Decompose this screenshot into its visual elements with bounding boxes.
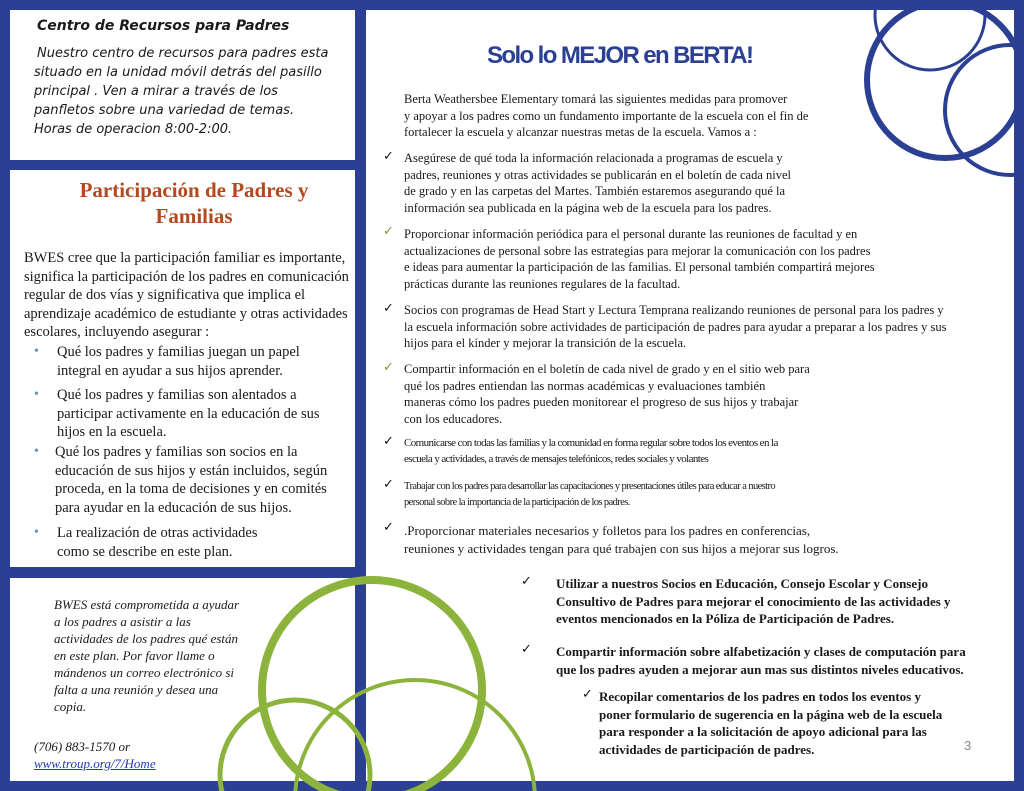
item-line: padres, reuniones y otras actividades se publicarán en el boletín de cada nivel [404, 167, 792, 182]
bullet-dot: • [34, 387, 39, 402]
hours-line: Horas de operacion 8:00-2:00. [34, 122, 233, 137]
page-headline: Solo lo MEJOR en BERTA! [487, 42, 753, 69]
resource-center-text [34, 44, 354, 139]
bullet-line: proceda, en la toma de decisiones y en comités [55, 481, 327, 497]
checkmark-icon: ✓ [521, 642, 532, 657]
item-line: Recopilar comentarios de los padres en todos los eventos y [599, 689, 921, 704]
item-line: Comunicarse con todas las familias y la comunidad en forma regular sobre todos los eventos en la [404, 437, 778, 449]
checkmark-icon: ✓ [383, 520, 394, 535]
bullet-line: hijos en la escuela. [57, 424, 167, 440]
item-line: Compartir información en el boletín de cada nivel de grado y en el sitio web para [404, 362, 810, 376]
commitment-item-5 [404, 435, 778, 467]
item-line: prácticas durante las reuniones regulares de la facultad. [404, 276, 681, 291]
bullet-dot: • [34, 344, 39, 359]
bullet-line: integral en ayudar a sus hijos aprender. [57, 362, 283, 379]
commitment-item-6 [404, 479, 775, 511]
involvement-title-line: Familias [155, 204, 233, 228]
intro-line: fortalecer la escuela y alcanzar nuestras metas de la escuela. Vamos a : [404, 125, 757, 139]
bullet-line: Qué los padres y familias juegan un papel [57, 344, 300, 360]
note-line: en este plan. Por favor llame o [54, 648, 215, 663]
involvement-title-line: Participación de Padres y [79, 178, 309, 202]
involvement-bullet-4 [34, 524, 258, 561]
item-line: qué los padres entiendan las normas académicas y evaluaciones también [404, 378, 766, 393]
commitment-item-10 [599, 688, 942, 758]
item-line: Socios con programas de Head Start y Lectura Temprana realizando reuniones de personal para los padres y [404, 303, 944, 317]
item-line: Trabajar con los padres para desarrollar las capacitaciones y presentaciones útiles para educar a nuestro [404, 481, 776, 492]
item-line: reuniones y actividades tengan para qué trabajen con sus hijos a mejorar sus logros. [404, 541, 839, 556]
resource-line: panfletos sobre una variedad de temas. [34, 103, 295, 118]
item-line: actualizaciones de personal sobre las estrategias para mejorar la comunicación con los padres [404, 243, 871, 258]
contact-note [54, 596, 254, 715]
item-line: información sea publicada en la página web de la escuela para los padres. [404, 200, 772, 215]
involvement-bullet-2 [34, 386, 320, 442]
checkmark-icon: ✓ [383, 477, 394, 492]
bullet-line: educación de sus hijos y están incluidos, según [55, 462, 328, 479]
commitment-item-3 [404, 302, 946, 352]
intro-line: BWES cree que la participación familiar es importante, [24, 250, 346, 266]
item-line: para responder a la solicitación de apoyo adicional para las [599, 724, 927, 739]
intro-line: Berta Weathersbee Elementary tomará las siguientes medidas para promover [404, 92, 788, 106]
note-line: BWES está comprometida a ayudar [54, 597, 240, 612]
note-line: falta a una reunión y desea una [54, 682, 219, 697]
resource-line: Nuestro centro de recursos para padres esta [37, 46, 329, 61]
checkmark-icon: ✓ [383, 149, 394, 164]
involvement-intro [24, 249, 364, 342]
note-line: a los padres a asistir a las [54, 614, 191, 629]
item-line: Compartir información sobre alfabetización y clases de computación para [556, 644, 966, 659]
item-line: de grado y en las carpetas del Martes. También estaremos asegurando qué la [404, 184, 786, 198]
checkmark-icon: ✓ [383, 434, 394, 449]
bullet-line: Qué los padres y familias son alentados a [57, 387, 297, 403]
website-link[interactable]: www.troup.org/7/Home [34, 756, 156, 771]
note-line: copia. [54, 699, 87, 714]
item-line: con los educadores. [404, 411, 503, 426]
item-line: e ideas para aumentar la participación de las familias. El personal también compartirá mejores [404, 260, 875, 274]
intro-line: y apoyar a los padres como un fundamento importante de la escuela con el fin de [404, 108, 809, 123]
checkmark-icon: ✓ [383, 360, 394, 375]
item-line: maneras cómo los padres pueden monitorear el progreso de sus hijos y trabajar [404, 395, 799, 409]
note-line: actividades de los padres qué están [54, 631, 239, 646]
checkmark-icon: ✓ [383, 301, 394, 316]
item-line: Proporcionar información periódica para el personal durante las reuniones de facultad y en [404, 227, 858, 241]
phone-number: (706) 883-1570 or [34, 739, 131, 754]
checkmark-icon: ✓ [521, 574, 532, 589]
checkmark-icon: ✓ [582, 687, 593, 702]
resource-center-title: Centro de Recursos para Padres [37, 18, 290, 34]
item-line: que los padres ayuden a mejorar aun mas sus distintos niveles educativos. [556, 661, 964, 677]
bullet-line: participar activamente en la educación de sus [57, 405, 320, 422]
checkmark-icon: ✓ [383, 224, 394, 239]
intro-line: regular de dos vías y significativa que implica el [24, 287, 306, 303]
intro-line: aprendizaje académico de estudiante y otras actividades [24, 305, 348, 322]
page-number: 3 [964, 738, 972, 753]
item-line: hijos para el kínder y mejorar la transición de la escuela. [404, 336, 687, 350]
involvement-title [10, 177, 378, 229]
bullet-line: como se describe en este plan. [57, 543, 233, 560]
item-line: Utilizar a nuestros Socios en Educación, Consejo Escolar y Consejo [556, 576, 928, 591]
item-line: personal sobre la importancia de la participación de los padres. [404, 497, 630, 508]
involvement-bullet-3 [34, 443, 328, 517]
bullet-dot: • [34, 525, 39, 540]
item-line: poner formulario de sugerencia en la página web de la escuela [599, 706, 943, 722]
bullet-line: para ayudar en la educación de sus hijos. [55, 499, 292, 516]
resource-line: situado en la unidad móvil detrás del pasillo [34, 65, 322, 80]
item-line: actividades de participación de padres. [599, 741, 815, 757]
item-line: .Proporcionar materiales necesarios y folletos para los padres en conferencias, [404, 523, 811, 538]
item-line: Consultivo de Padres para mejorar el conocimiento de las actividades y [556, 593, 951, 609]
note-line: mándenos un correo electrónico si [54, 665, 235, 680]
commitment-item-1 [404, 150, 791, 216]
item-line: Asegúrese de qué toda la información relacionada a programas de escuela y [404, 151, 783, 165]
commitment-item-4 [404, 361, 810, 427]
intro-line: significa la participación de los padres en comunicación [24, 268, 349, 285]
involvement-bullet-1 [34, 343, 300, 380]
right-intro [404, 91, 864, 141]
item-line: la escuela información sobre actividades de participación de padres para ayudar a preparar a los padres y sus [404, 319, 947, 334]
intro-line: escolares, incluyendo asegurar : [24, 324, 210, 340]
commitment-item-9 [556, 643, 966, 678]
commitment-item-8 [556, 575, 951, 628]
commitment-item-7 [404, 522, 839, 558]
resource-line: principal . Ven a mirar a través de los [34, 84, 278, 99]
bullet-line: Qué los padres y familias son socios en la [55, 444, 298, 460]
bullet-dot: • [34, 444, 39, 459]
item-line: eventos mencionados en la Póliza de Participación de Padres. [556, 611, 895, 626]
bullet-line: La realización de otras actividades [57, 525, 258, 541]
commitment-item-2 [404, 226, 875, 292]
item-line: escuela y actividades, a través de mensajes telefónicos, redes sociales y volantes [404, 453, 709, 465]
